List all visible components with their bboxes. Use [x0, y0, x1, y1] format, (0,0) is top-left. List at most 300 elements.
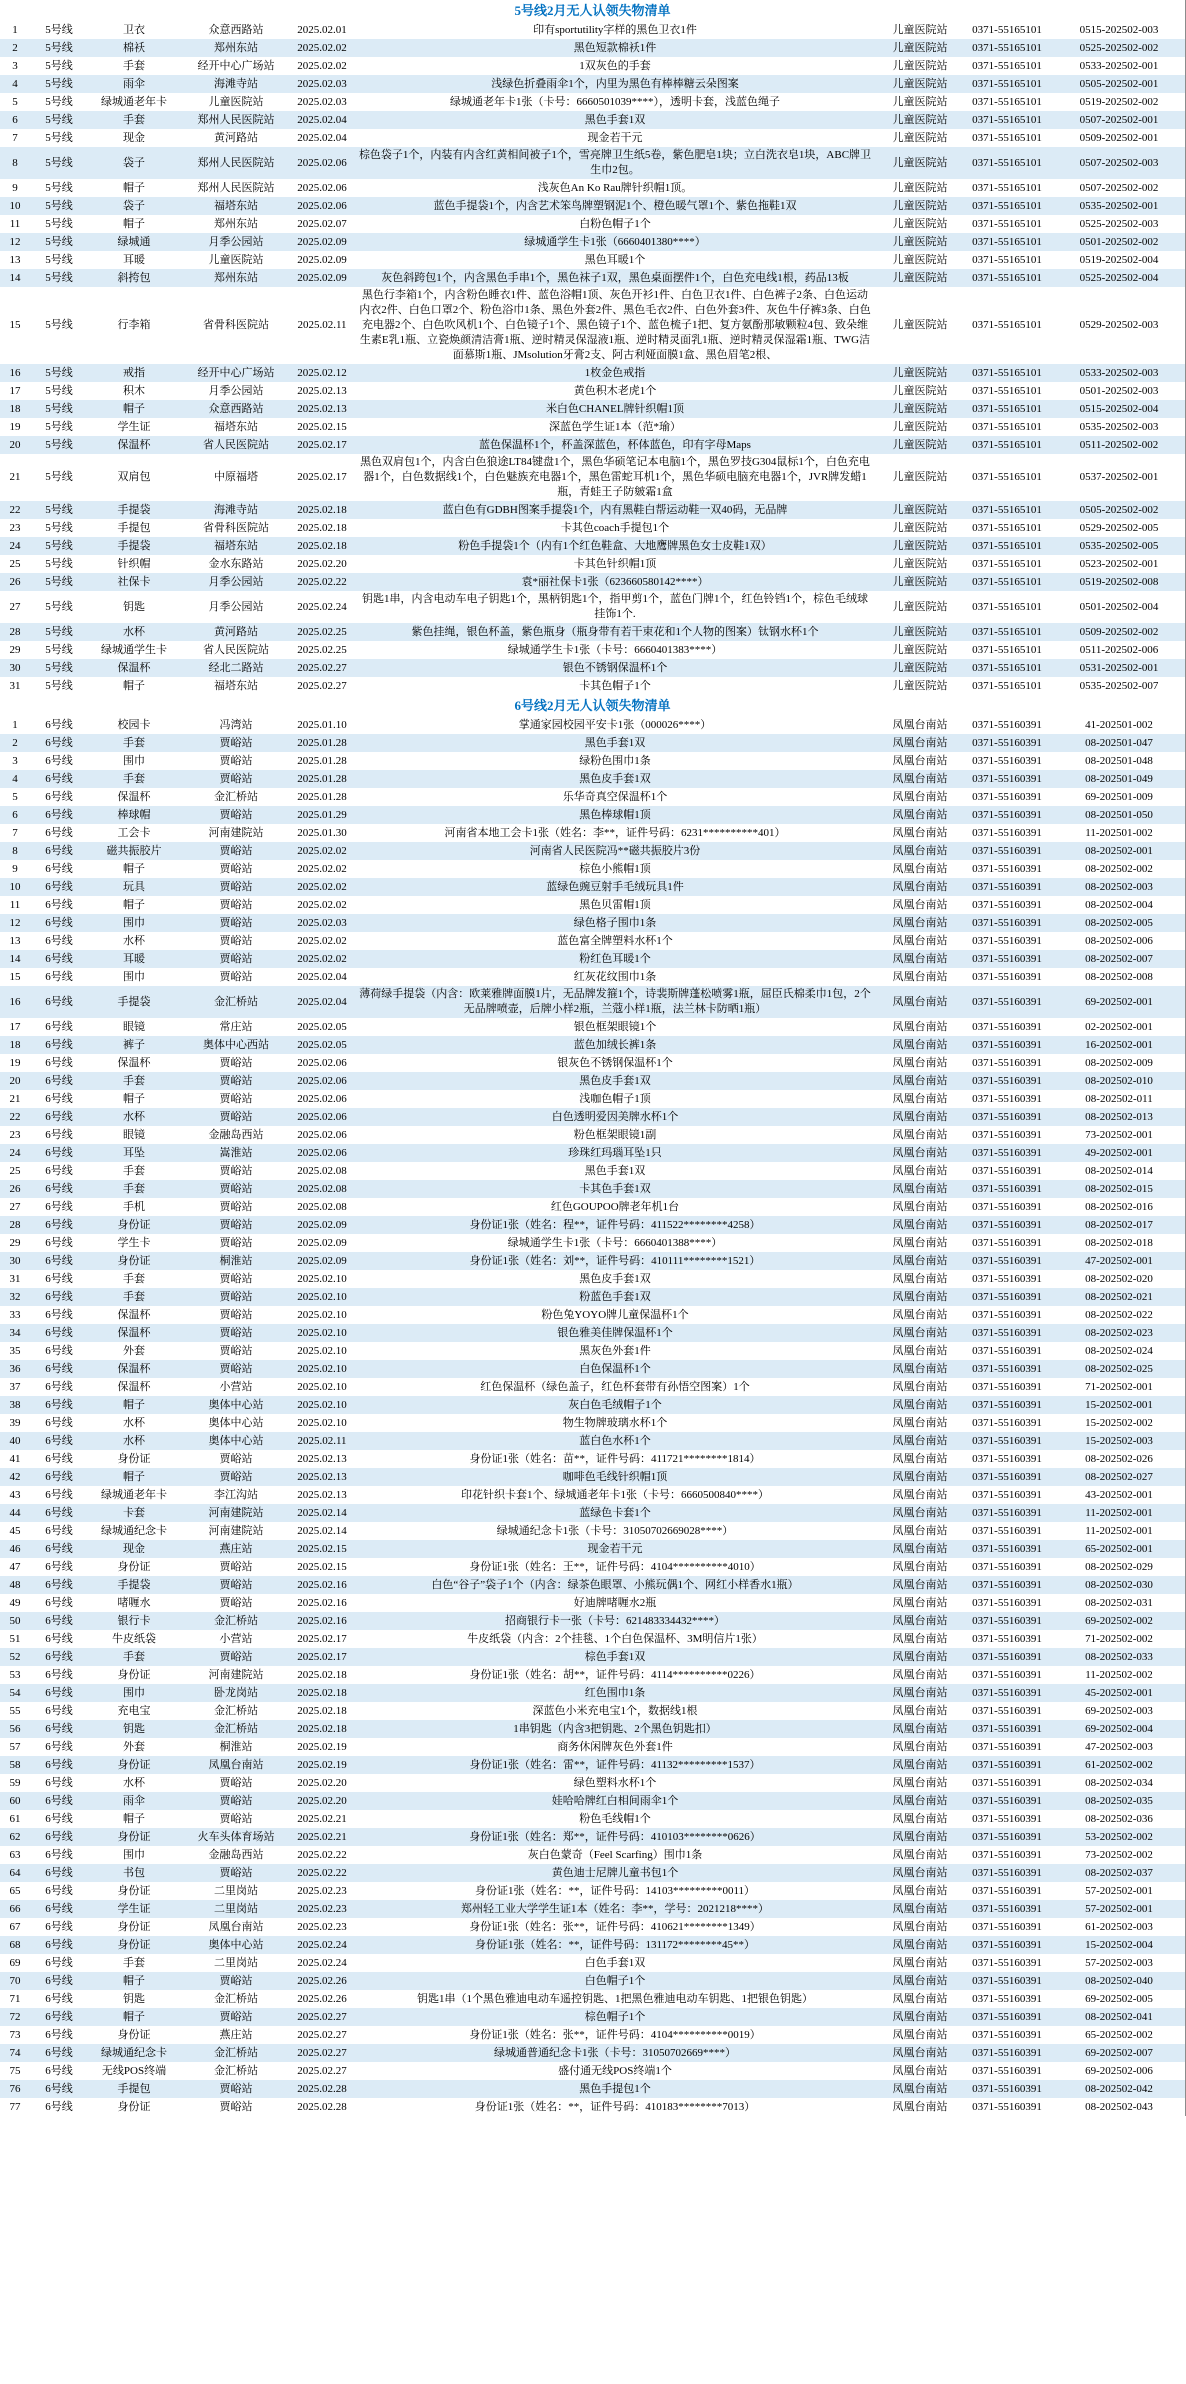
cell-item-name: 保温杯	[117, 661, 151, 674]
cell-phone: 0371-55160391	[972, 1326, 1042, 1339]
cell-storage-station: 凤凰台南站	[892, 1956, 948, 1969]
table-row	[0, 734, 1185, 752]
cell-date: 2025.02.16	[297, 1614, 347, 1627]
cell-index: 11	[9, 217, 21, 230]
table-row	[0, 1522, 1185, 1540]
cell-station: 贾峪站	[219, 898, 253, 911]
cell-description: 绿色格子围巾1条	[573, 916, 657, 929]
cell-description: 黑色皮手套1双	[579, 1074, 651, 1087]
cell-index: 56	[9, 1722, 21, 1735]
table-row	[0, 93, 1185, 111]
cell-item-name: 袋子	[123, 199, 145, 212]
cell-item-name: 帽子	[123, 1974, 145, 1987]
cell-line: 6号线	[45, 1416, 73, 1429]
cell-storage-station: 儿童医院站	[892, 271, 948, 284]
cell-item-name: 裤子	[123, 1038, 145, 1051]
cell-station: 省人民医院站	[203, 438, 269, 451]
cell-line: 6号线	[45, 1020, 73, 1033]
cell-ref-number: 0525-202502-003	[1079, 217, 1159, 230]
cell-phone: 0371-55160391	[972, 1056, 1042, 1069]
cell-date: 2025.02.19	[297, 1740, 347, 1753]
cell-date: 2025.02.05	[297, 1020, 347, 1033]
cell-item-name: 钥匙	[123, 600, 145, 613]
cell-index: 76	[9, 2082, 21, 2095]
cell-date: 2025.02.13	[297, 1470, 347, 1483]
cell-date: 2025.01.30	[297, 826, 347, 839]
cell-item-name: 棉袄	[123, 41, 145, 54]
table-row	[0, 2080, 1185, 2098]
cell-ref-number: 0501-202502-003	[1079, 384, 1159, 397]
section-title: 6号线2月无人认领失物清单	[514, 698, 671, 713]
cell-index: 15	[9, 970, 21, 983]
cell-phone: 0371-55160391	[972, 1596, 1042, 1609]
cell-description: 河南省本地工会卡1张（姓名：李**，证件号码：6231**********401）	[444, 826, 786, 839]
cell-phone: 0371-55160391	[972, 1200, 1042, 1213]
cell-item-name: 无线POS终端	[101, 2064, 167, 2077]
cell-index: 16	[9, 366, 21, 379]
cell-station: 福塔东站	[214, 679, 258, 692]
cell-description: 白色手套1双	[584, 1956, 646, 1969]
table-row	[0, 1324, 1185, 1342]
table-row	[0, 197, 1185, 215]
cell-phone: 0371-55160391	[972, 826, 1042, 839]
cell-line: 5号线	[45, 679, 73, 692]
cell-index: 25	[9, 557, 21, 570]
cell-index: 24	[9, 1146, 21, 1159]
cell-date: 2025.02.08	[297, 1164, 347, 1177]
table-row	[0, 752, 1185, 770]
cell-date: 2025.02.25	[297, 643, 347, 656]
cell-item-name: 耳暖	[123, 952, 145, 965]
cell-line: 6号线	[45, 1398, 73, 1411]
cell-description: 身份证1张（姓名：**，证件号码：14103*********0011）	[474, 1884, 756, 1897]
cell-date: 2025.02.11	[297, 1434, 347, 1447]
cell-line: 6号线	[45, 1974, 73, 1987]
table-row	[0, 251, 1185, 269]
cell-line: 6号线	[45, 1128, 73, 1141]
cell-description: 招商银行卡一张（卡号：621483334432****）	[505, 1614, 725, 1627]
cell-index: 28	[9, 1218, 21, 1231]
cell-description: 灰白色蒙奇（Feel Scarfing）围巾1条	[527, 1848, 703, 1861]
cell-station: 金汇桥站	[214, 2046, 258, 2059]
cell-phone: 0371-55160391	[972, 1506, 1042, 1519]
cell-storage-station: 儿童医院站	[892, 521, 948, 534]
cell-description: 黑色棒球帽1顶	[579, 808, 651, 821]
cell-station: 金汇桥站	[214, 1614, 258, 1627]
cell-description: 浅绿色折叠雨伞1个，内里为黑色有棒棒糖云朵图案	[491, 77, 739, 90]
cell-storage-station: 凤凰台南站	[892, 2064, 948, 2077]
cell-date: 2025.02.18	[297, 503, 347, 516]
cell-description: 黑色手套1双	[584, 736, 646, 749]
cell-index: 63	[9, 1848, 21, 1861]
cell-line: 6号线	[45, 1038, 73, 1051]
cell-index: 64	[9, 1866, 21, 1879]
cell-line: 6号线	[45, 1452, 73, 1465]
cell-line: 5号线	[45, 643, 73, 656]
cell-line: 6号线	[45, 1560, 73, 1573]
cell-description: 深蓝色学生证1本（范*瑜）	[549, 420, 681, 433]
cell-date: 2025.02.06	[297, 156, 347, 169]
cell-station: 常庄站	[219, 1020, 253, 1033]
cell-description: 银色雅美佳牌保温杯1个	[557, 1326, 673, 1339]
cell-item-name: 手套	[123, 1650, 145, 1663]
cell-station: 二里岗站	[214, 1902, 258, 1915]
table-row	[0, 1396, 1185, 1414]
cell-station: 省人民医院站	[203, 643, 269, 656]
table-row	[0, 1882, 1185, 1900]
cell-station: 郑州人民医院站	[197, 113, 275, 126]
cell-date: 2025.02.05	[297, 1038, 347, 1051]
cell-storage-station: 凤凰台南站	[892, 1830, 948, 1843]
cell-line: 5号线	[45, 77, 73, 90]
cell-date: 2025.02.27	[297, 2010, 347, 2023]
cell-ref-number: 15-202502-003	[1085, 1434, 1153, 1447]
table-row	[0, 1468, 1185, 1486]
table-row	[0, 39, 1185, 57]
cell-item-name: 帽子	[123, 862, 145, 875]
cell-phone: 0371-55165101	[972, 59, 1042, 72]
cell-index: 50	[9, 1614, 21, 1627]
table-row	[0, 2062, 1185, 2080]
cell-description: 卡其色针织帽1顶	[573, 557, 657, 570]
cell-item-name: 身份证	[117, 1254, 151, 1267]
table-row	[0, 659, 1185, 677]
cell-index: 1	[12, 718, 18, 731]
cell-index: 22	[9, 503, 21, 516]
cell-storage-station: 凤凰台南站	[892, 1686, 948, 1699]
table-row	[0, 1648, 1185, 1666]
cell-phone: 0371-55165101	[972, 235, 1042, 248]
cell-station: 贾峪站	[219, 772, 253, 785]
cell-line: 5号线	[45, 420, 73, 433]
cell-description: 红色GOUPOO牌老年机1台	[550, 1200, 680, 1213]
cell-phone: 0371-55160391	[972, 1128, 1042, 1141]
table-row	[0, 1864, 1185, 1882]
table-row	[0, 1738, 1185, 1756]
cell-station: 儿童医院站	[208, 253, 264, 266]
cell-phone: 0371-55165101	[972, 661, 1042, 674]
cell-storage-station: 儿童医院站	[892, 235, 948, 248]
cell-description: 牛皮纸袋（内含：2个挂毯、1个白色保温杯、3M明信片1张）	[467, 1632, 763, 1645]
cell-ref-number: 0501-202502-002	[1079, 235, 1159, 248]
cell-phone: 0371-55160391	[972, 862, 1042, 875]
cell-line: 6号线	[45, 826, 73, 839]
cell-phone: 0371-55160391	[972, 1992, 1042, 2005]
cell-ref-number: 08-202502-024	[1085, 1344, 1153, 1357]
cell-storage-station: 儿童医院站	[892, 113, 948, 126]
cell-station: 金汇桥站	[214, 2064, 258, 2077]
table-row	[0, 1342, 1185, 1360]
cell-ref-number: 08-202502-003	[1085, 880, 1153, 893]
cell-date: 2025.02.09	[297, 1236, 347, 1249]
table-row	[0, 1630, 1185, 1648]
cell-phone: 0371-55160391	[972, 970, 1042, 983]
cell-phone: 0371-55160391	[972, 1398, 1042, 1411]
table-row	[0, 111, 1185, 129]
cell-item-name: 现金	[123, 1542, 145, 1555]
cell-station: 贾峪站	[219, 1164, 253, 1177]
cell-date: 2025.02.23	[297, 1902, 347, 1915]
cell-date: 2025.02.13	[297, 1488, 347, 1501]
cell-ref-number: 08-202502-009	[1085, 1056, 1153, 1069]
cell-item-name: 手套	[123, 59, 145, 72]
cell-ref-number: 08-202502-025	[1085, 1362, 1153, 1375]
cell-date: 2025.02.03	[297, 916, 347, 929]
cell-item-name: 水杯	[123, 625, 145, 638]
cell-description: 印花针织卡套1个、绿城通老年卡1张（卡号：6660500840****）	[461, 1488, 769, 1501]
cell-phone: 0371-55160391	[972, 1956, 1042, 1969]
cell-station: 郑州东站	[214, 271, 258, 284]
cell-line: 6号线	[45, 844, 73, 857]
cell-line: 6号线	[45, 1524, 73, 1537]
cell-phone: 0371-55160391	[972, 1110, 1042, 1123]
cell-ref-number: 08-202502-027	[1085, 1470, 1153, 1483]
cell-item-name: 绿城通老年卡	[101, 1488, 167, 1501]
cell-item-name: 袋子	[123, 156, 145, 169]
cell-station: 金融岛西站	[208, 1848, 264, 1861]
cell-description: 浅咖色帽子1顶	[579, 1092, 651, 1105]
cell-station: 桐淮站	[219, 1254, 253, 1267]
cell-item-name: 工会卡	[117, 826, 151, 839]
table-row	[0, 1144, 1185, 1162]
cell-line: 6号线	[45, 1866, 73, 1879]
table-row	[0, 591, 1185, 623]
cell-date: 2025.02.23	[297, 1884, 347, 1897]
cell-index: 32	[9, 1290, 21, 1303]
cell-ref-number: 08-202501-050	[1085, 808, 1153, 821]
cell-storage-station: 儿童医院站	[892, 77, 948, 90]
cell-line: 6号线	[45, 916, 73, 929]
cell-phone: 0371-55160391	[972, 1812, 1042, 1825]
cell-item-name: 绿城通老年卡	[101, 95, 167, 108]
cell-index: 6	[12, 808, 18, 821]
cell-station: 河南建院站	[208, 1506, 264, 1519]
cell-ref-number: 11-202502-001	[1085, 1524, 1153, 1537]
cell-date: 2025.02.18	[297, 1686, 347, 1699]
cell-item-name: 斜挎包	[117, 271, 151, 284]
cell-description: 身份证1张（姓名：张**，证件号码：4104**********0019）	[469, 2028, 761, 2041]
cell-storage-station: 儿童医院站	[892, 181, 948, 194]
cell-date: 2025.02.06	[297, 181, 347, 194]
cell-index: 54	[9, 1686, 21, 1699]
cell-line: 6号线	[45, 1956, 73, 1969]
cell-ref-number: 0511-202502-006	[1079, 643, 1159, 656]
cell-phone: 0371-55165101	[972, 366, 1042, 379]
cell-line: 5号线	[45, 199, 73, 212]
cell-phone: 0371-55160391	[972, 772, 1042, 785]
cell-phone: 0371-55160391	[972, 1542, 1042, 1555]
cell-storage-station: 凤凰台南站	[892, 1164, 948, 1177]
cell-station: 小营站	[219, 1380, 253, 1393]
cell-line: 5号线	[45, 23, 73, 36]
cell-storage-station: 凤凰台南站	[892, 1236, 948, 1249]
cell-index: 28	[9, 625, 21, 638]
cell-date: 2025.02.02	[297, 844, 347, 857]
cell-line: 6号线	[45, 1290, 73, 1303]
cell-date: 2025.02.06	[297, 199, 347, 212]
cell-ref-number: 0523-202502-001	[1079, 557, 1159, 570]
cell-phone: 0371-55160391	[972, 1920, 1042, 1933]
cell-storage-station: 凤凰台南站	[892, 862, 948, 875]
cell-storage-station: 儿童医院站	[892, 366, 948, 379]
cell-ref-number: 0515-202502-003	[1079, 23, 1159, 36]
table-row	[0, 1450, 1185, 1468]
cell-index: 37	[9, 1380, 21, 1393]
cell-index: 9	[12, 181, 18, 194]
cell-item-name: 社保卡	[117, 575, 151, 588]
cell-phone: 0371-55160391	[972, 790, 1042, 803]
cell-storage-station: 凤凰台南站	[892, 1632, 948, 1645]
cell-date: 2025.02.13	[297, 402, 347, 415]
cell-index: 4	[12, 77, 18, 90]
cell-index: 47	[9, 1560, 21, 1573]
table-row	[0, 418, 1185, 436]
cell-station: 贾峪站	[219, 2010, 253, 2023]
cell-station: 贾峪站	[219, 1182, 253, 1195]
cell-storage-station: 凤凰台南站	[892, 1128, 948, 1141]
cell-description: 卡其色手套1双	[579, 1182, 651, 1195]
cell-description: 粉蓝色手套1双	[579, 1290, 651, 1303]
cell-description: 袁*丽社保卡1张（623660580142****）	[521, 575, 709, 588]
cell-description: 绿城通学生卡1张（卡号：6660401388****）	[507, 1236, 723, 1249]
cell-line: 6号线	[45, 2010, 73, 2023]
cell-ref-number: 47-202502-003	[1085, 1740, 1153, 1753]
cell-item-name: 绿城通学生卡	[101, 643, 167, 656]
cell-storage-station: 凤凰台南站	[892, 1020, 948, 1033]
cell-station: 众意西路站	[208, 23, 264, 36]
cell-station: 福塔东站	[214, 539, 258, 552]
cell-date: 2025.02.06	[297, 1128, 347, 1141]
cell-description: 米白色CHANEL牌针织帽1顶	[545, 402, 685, 415]
cell-description: 1枚金色戒指	[584, 366, 646, 379]
table-row	[0, 1036, 1185, 1054]
cell-station: 贾峪站	[219, 844, 253, 857]
cell-phone: 0371-55160391	[972, 1668, 1042, 1681]
table-row	[0, 1180, 1185, 1198]
cell-item-name: 充电宝	[117, 1704, 151, 1717]
cell-date: 2025.02.17	[297, 438, 347, 451]
cell-index: 67	[9, 1920, 21, 1933]
table-row	[0, 1936, 1185, 1954]
cell-item-name: 围巾	[123, 970, 145, 983]
cell-line: 6号线	[45, 1254, 73, 1267]
cell-storage-station: 凤凰台南站	[892, 1758, 948, 1771]
table-row	[0, 215, 1185, 233]
table-row	[0, 1684, 1185, 1702]
cell-station: 贾峪站	[219, 952, 253, 965]
cell-line: 5号线	[45, 59, 73, 72]
cell-item-name: 帽子	[123, 1398, 145, 1411]
cell-phone: 0371-55165101	[972, 539, 1042, 552]
cell-line: 6号线	[45, 1578, 73, 1591]
table-row	[0, 454, 1185, 501]
cell-ref-number: 08-202502-034	[1085, 1776, 1153, 1789]
cell-storage-station: 凤凰台南站	[892, 1074, 948, 1087]
cell-date: 2025.02.07	[297, 217, 347, 230]
cell-storage-station: 凤凰台南站	[892, 1452, 948, 1465]
cell-line: 6号线	[45, 1596, 73, 1609]
cell-description: 白粉色帽子1个	[579, 217, 651, 230]
cell-date: 2025.02.08	[297, 1200, 347, 1213]
cell-item-name: 保温杯	[117, 1326, 151, 1339]
table-row	[0, 147, 1185, 179]
cell-storage-station: 凤凰台南站	[892, 1182, 948, 1195]
cell-phone: 0371-55165101	[972, 625, 1042, 638]
cell-storage-station: 凤凰台南站	[892, 1542, 948, 1555]
cell-index: 51	[9, 1632, 21, 1645]
cell-station: 黄河路站	[214, 625, 258, 638]
cell-ref-number: 11-202502-001	[1085, 1506, 1153, 1519]
table-row	[0, 436, 1185, 454]
cell-station: 河南建院站	[208, 826, 264, 839]
cell-line: 6号线	[45, 790, 73, 803]
cell-ref-number: 0505-202502-001	[1079, 77, 1159, 90]
cell-phone: 0371-55160391	[972, 2028, 1042, 2041]
cell-item-name: 身份证	[117, 2100, 151, 2113]
cell-description: 粉色兔YOYO牌儿童保温杯1个	[541, 1308, 689, 1321]
cell-date: 2025.02.01	[297, 23, 347, 36]
table-row	[0, 1360, 1185, 1378]
cell-description: 印有sportutility字样的黑色卫衣1件	[533, 23, 697, 36]
cell-ref-number: 0525-202502-004	[1079, 271, 1159, 284]
cell-station: 金融岛西站	[208, 1128, 264, 1141]
cell-storage-station: 凤凰台南站	[892, 1848, 948, 1861]
cell-phone: 0371-55160391	[972, 1254, 1042, 1267]
table-row	[0, 1900, 1185, 1918]
cell-storage-station: 凤凰台南站	[892, 1524, 948, 1537]
cell-index: 46	[9, 1542, 21, 1555]
cell-index: 73	[9, 2028, 21, 2041]
cell-description: 银色不锈钢保温杯1个	[562, 661, 668, 674]
cell-station: 贾峪站	[219, 1452, 253, 1465]
cell-phone: 0371-55165101	[972, 521, 1042, 534]
cell-ref-number: 0515-202502-004	[1079, 402, 1159, 415]
table-row	[0, 2008, 1185, 2026]
cell-item-name: 保温杯	[117, 790, 151, 803]
cell-index: 16	[9, 995, 21, 1008]
cell-phone: 0371-55160391	[972, 1074, 1042, 1087]
cell-line: 6号线	[45, 952, 73, 965]
cell-station: 金汇桥站	[214, 790, 258, 803]
cell-ref-number: 15-202502-001	[1085, 1398, 1153, 1411]
cell-date: 2025.02.04	[297, 131, 347, 144]
cell-station: 儿童医院站	[208, 95, 264, 108]
cell-phone: 0371-55160391	[972, 1236, 1042, 1249]
cell-storage-station: 儿童医院站	[892, 199, 948, 212]
cell-index: 43	[9, 1488, 21, 1501]
table-row	[0, 2026, 1185, 2044]
cell-date: 2025.02.18	[297, 1704, 347, 1717]
cell-station: 贾峪站	[219, 880, 253, 893]
cell-ref-number: 08-202502-006	[1085, 934, 1153, 947]
cell-storage-station: 凤凰台南站	[892, 790, 948, 803]
cell-item-name: 身份证	[117, 1830, 151, 1843]
cell-date: 2025.02.17	[297, 1632, 347, 1645]
cell-item-name: 学生卡	[117, 1236, 151, 1249]
cell-item-name: 围巾	[123, 916, 145, 929]
cell-date: 2025.02.10	[297, 1326, 347, 1339]
cell-station: 福塔东站	[214, 199, 258, 212]
cell-phone: 0371-55160391	[972, 1362, 1042, 1375]
cell-line: 6号线	[45, 754, 73, 767]
cell-storage-station: 儿童医院站	[892, 625, 948, 638]
cell-ref-number: 69-202502-006	[1085, 2064, 1153, 2077]
table-row	[0, 1126, 1185, 1144]
cell-phone: 0371-55160391	[972, 1452, 1042, 1465]
cell-line: 6号线	[45, 1794, 73, 1807]
cell-line: 5号线	[45, 521, 73, 534]
cell-description: 卡其色帽子1个	[579, 679, 651, 692]
